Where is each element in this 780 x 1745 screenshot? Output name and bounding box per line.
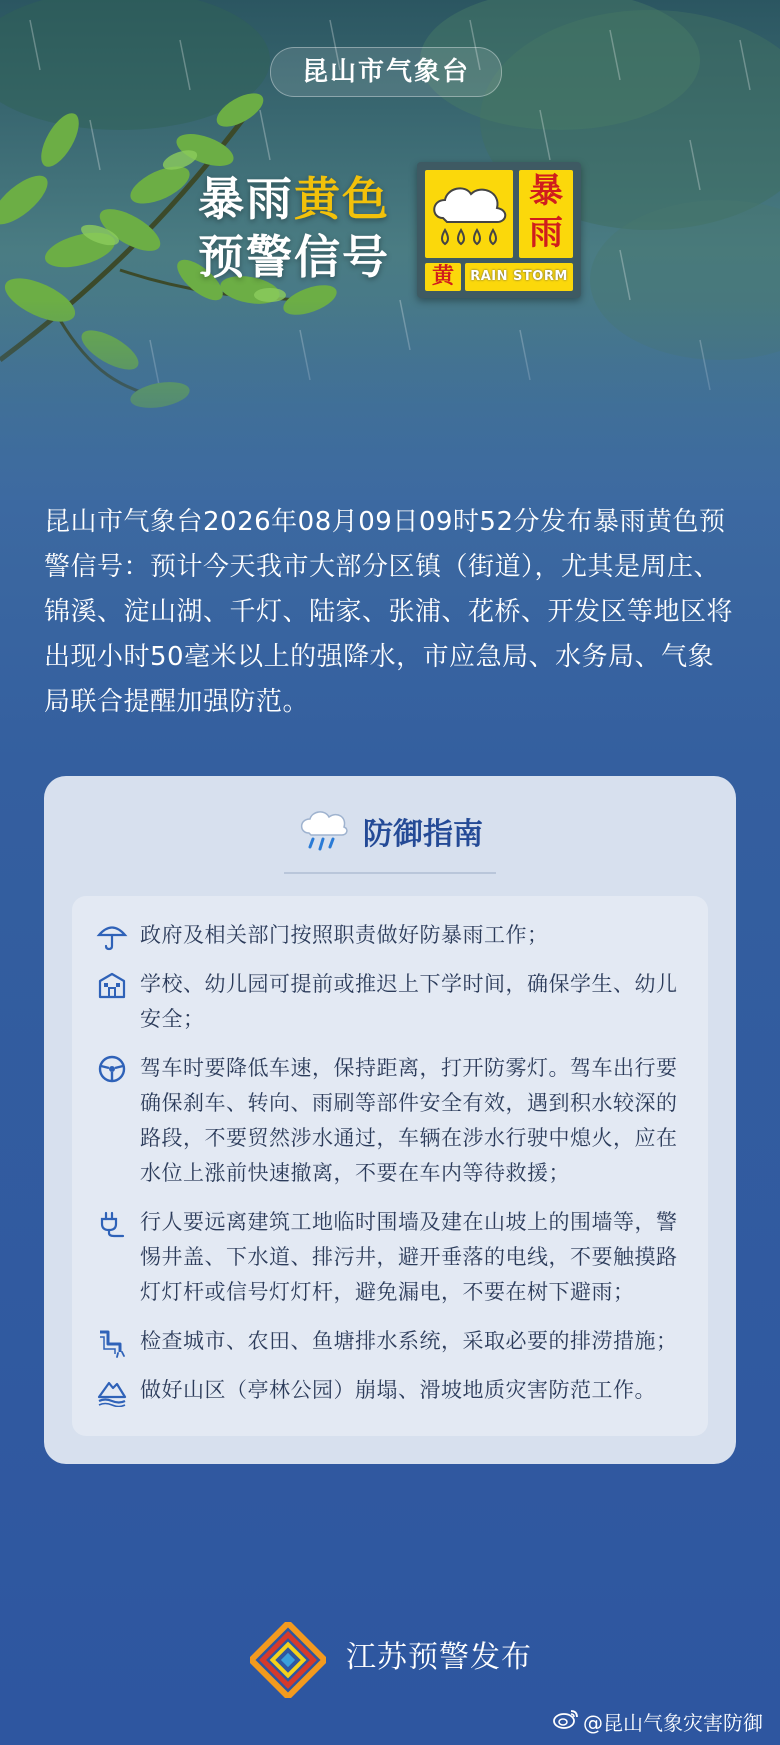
guide-item-text: 学校、幼儿园可提前或推迟上下学时间，确保学生、幼儿安全； bbox=[140, 972, 678, 1031]
guide-title: 防御指南 bbox=[363, 817, 483, 852]
guide-item-text: 做好山区（亭林公园）崩塌、滑坡地质灾害防范工作。 bbox=[140, 1378, 656, 1402]
signal-char-bottom: 雨 bbox=[529, 213, 563, 253]
list-item bbox=[72, 967, 708, 1037]
title-rainstorm: 暴雨 bbox=[198, 172, 294, 226]
list-item bbox=[72, 1324, 708, 1359]
title-level-color: 黄色 bbox=[294, 172, 390, 226]
watermark-text: @昆山气象灾害防御 bbox=[583, 1711, 763, 1735]
agency-badge: 昆山市气象台 bbox=[270, 47, 502, 97]
cloud-rain-icon bbox=[425, 170, 513, 258]
guide-item-text: 行人要远离建筑工地临时围墙及建在山坡上的围墙等，警惕井盖、下水道、排污井，避开垂落的电线，不要触摸路灯灯杆或信号灯灯杆，避免漏电，不要在树下避雨； bbox=[140, 1210, 678, 1304]
title-line-2: 预警信号 bbox=[198, 230, 390, 284]
rain-cloud-icon bbox=[297, 807, 349, 855]
signal-char-top: 暴 bbox=[529, 171, 563, 211]
school-icon bbox=[96, 969, 128, 1001]
weibo-icon bbox=[553, 1708, 579, 1738]
guide-item-text: 政府及相关部门按照职责做好防暴雨工作； bbox=[140, 923, 549, 947]
umbrella-icon bbox=[96, 920, 128, 952]
guide-item-text: 驾车时要降低车速，保持距离，打开防雾灯。驾车出行要确保刹车、转向、雨刷等部件安全有效，遇到积水较深的路段，不要贸然涉水通过，车辆在涉水行驶中熄火，应在水位上涨前快速撤离，不要在车内等待救援； bbox=[140, 1056, 678, 1185]
signal-level: 黄 bbox=[425, 263, 461, 291]
list-item bbox=[72, 918, 708, 953]
list-item bbox=[72, 1051, 708, 1191]
steering-wheel-icon bbox=[96, 1053, 128, 1085]
guide-item-text: 检查城市、农田、鱼塘排水系统，采取必要的排涝措施； bbox=[140, 1329, 678, 1353]
title-line-1 bbox=[198, 170, 390, 228]
warning-title bbox=[198, 170, 390, 286]
signal-chars bbox=[519, 170, 573, 258]
plug-icon bbox=[96, 1207, 128, 1239]
defense-guide-card bbox=[44, 776, 736, 1464]
signal-english: RAIN STORM bbox=[465, 263, 573, 291]
announcement-text: 昆山市气象台2026年08月09日09时52分发布暴雨黄色预警信号：预计今天我市大部分区镇（街道），尤其是周庄、锦溪、淀山湖、千灯、陆家、张浦、花桥、开发区等地区将出现小时50毫米以上的强降水，市应急局、水务局、气象局联合提醒加强防范。 bbox=[44, 507, 734, 717]
footer-org-name: 江苏预警发布 bbox=[346, 1640, 532, 1675]
watermark bbox=[553, 1708, 763, 1738]
guide-header bbox=[44, 796, 736, 866]
divider bbox=[284, 872, 496, 874]
landslide-icon bbox=[96, 1375, 128, 1407]
rainstorm-yellow-signal-icon bbox=[417, 162, 581, 298]
list-item bbox=[72, 1205, 708, 1310]
guide-list bbox=[72, 896, 708, 1436]
list-item bbox=[72, 1373, 708, 1408]
drain-pipe-icon bbox=[96, 1326, 128, 1358]
jiangsu-warning-logo-icon bbox=[250, 1622, 326, 1698]
